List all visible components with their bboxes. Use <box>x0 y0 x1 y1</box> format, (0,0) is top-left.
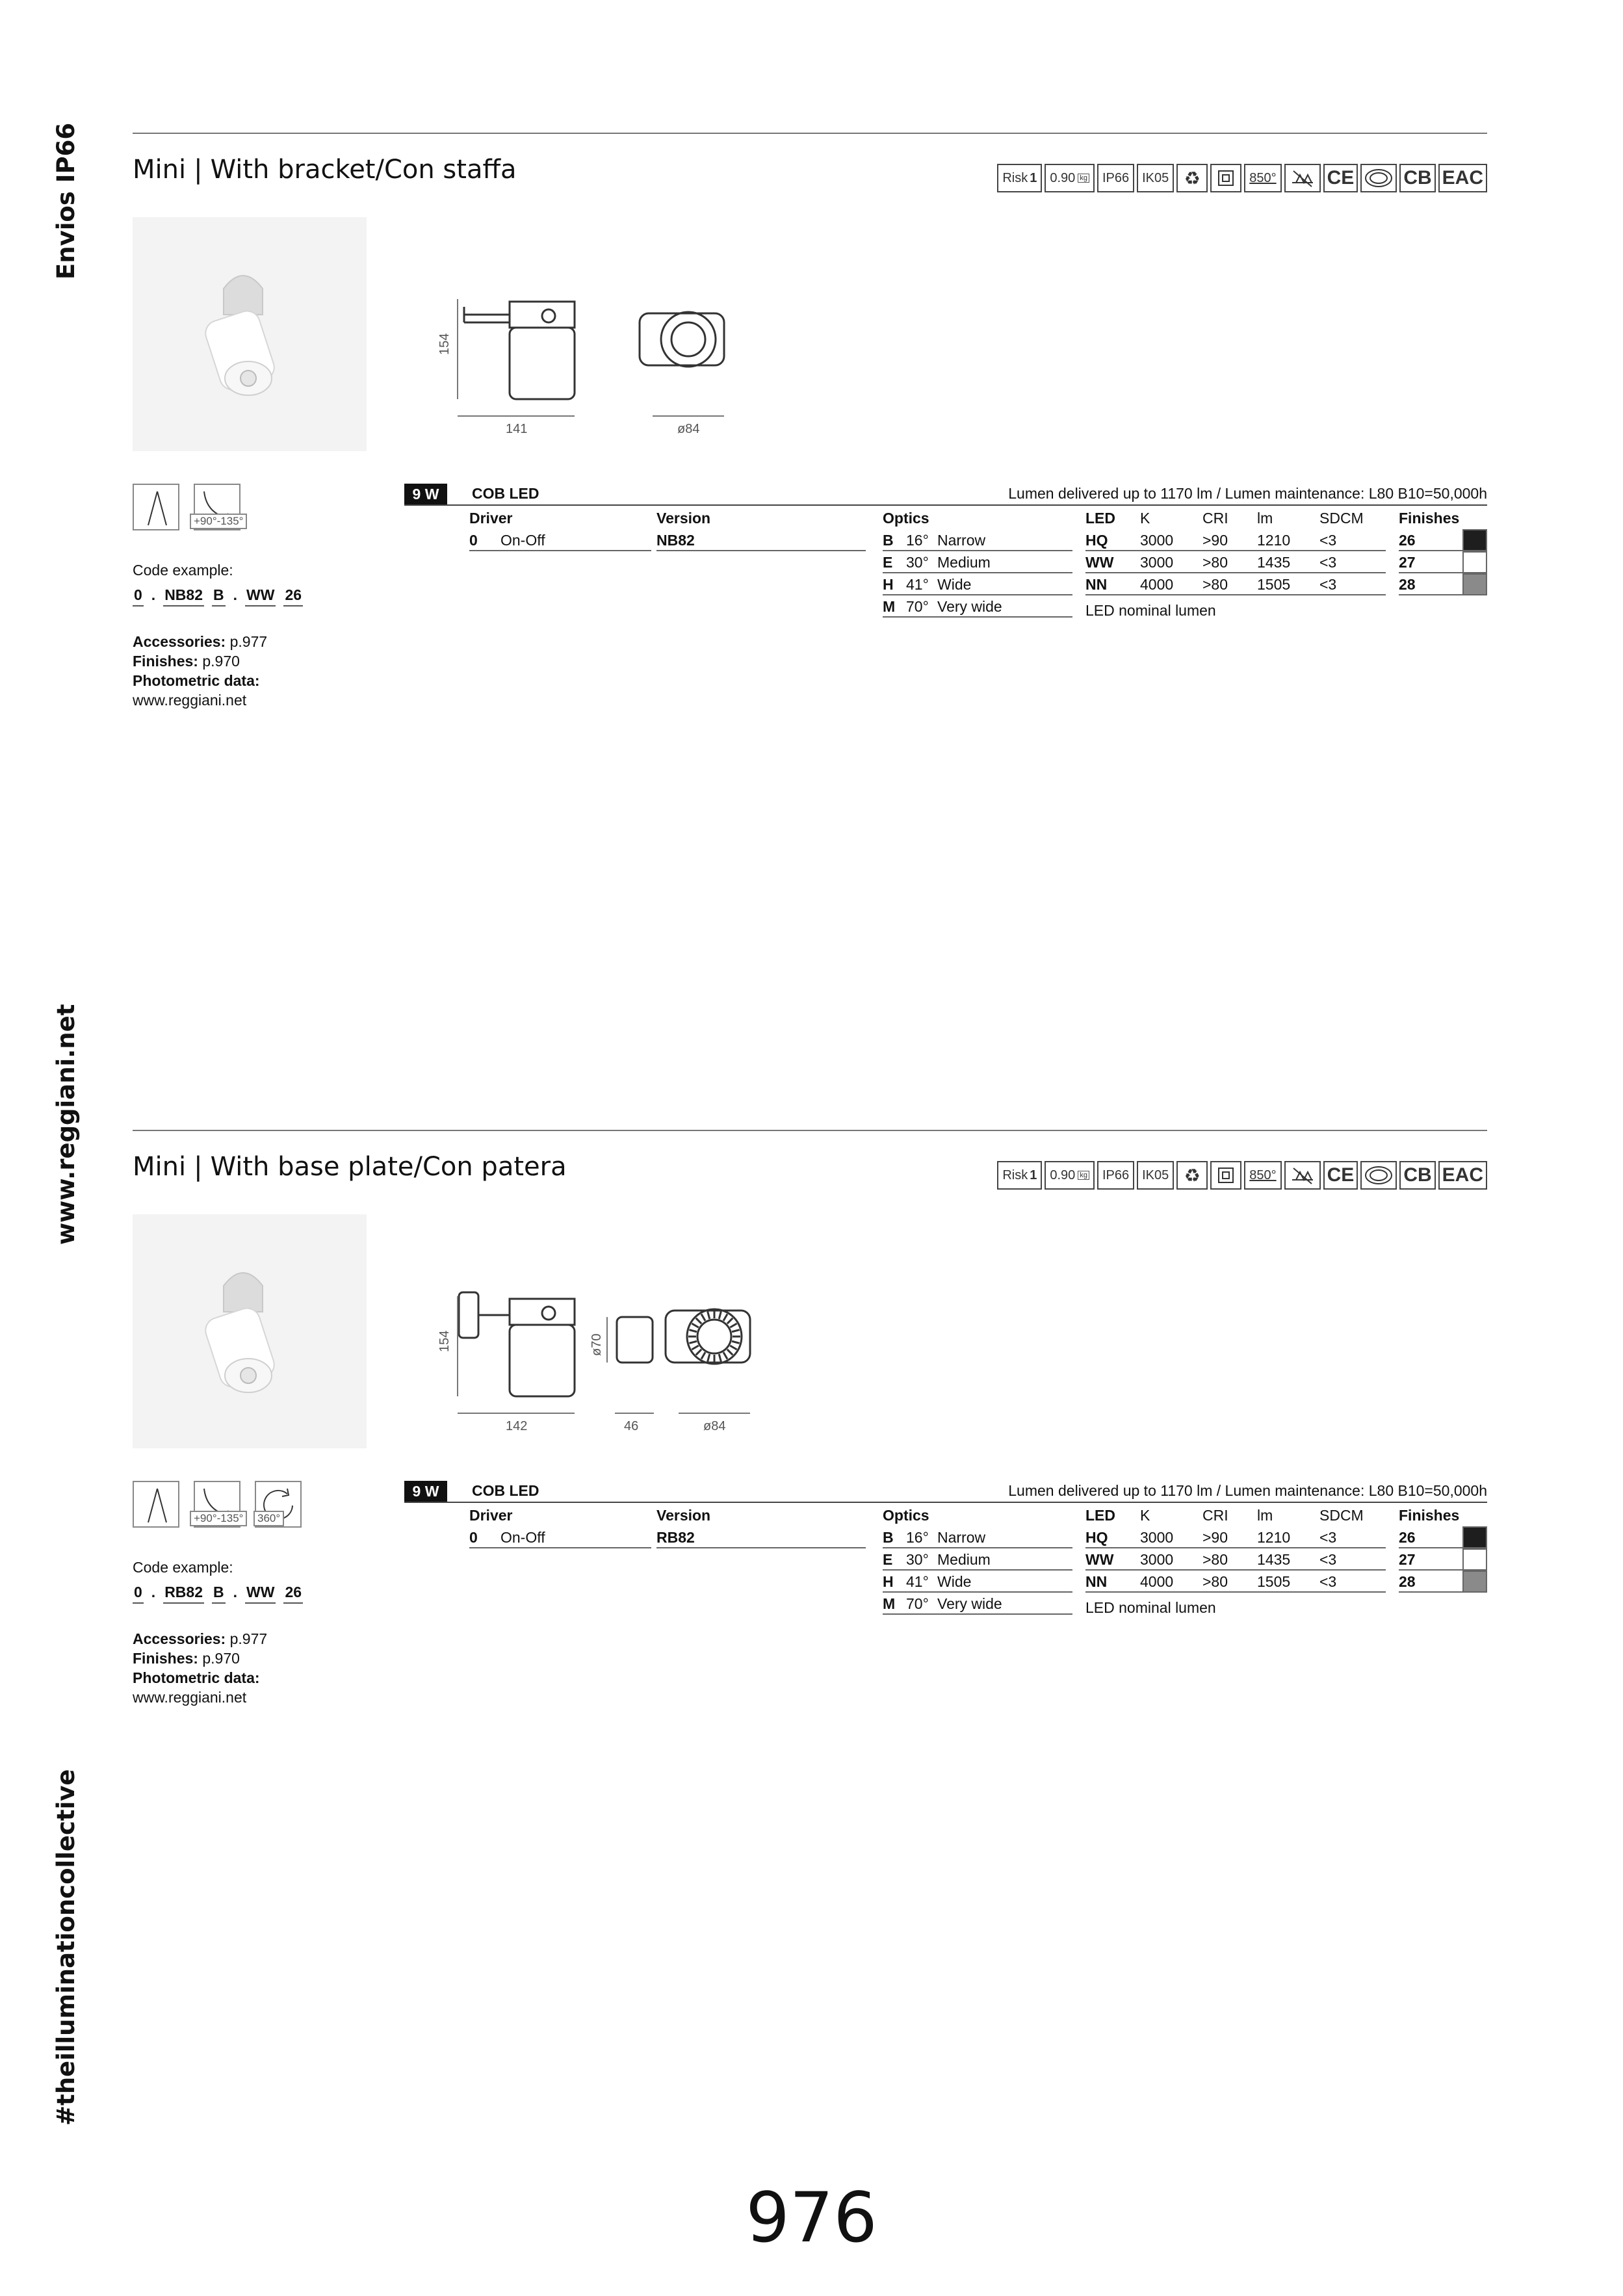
led-header-lm: lm <box>1257 510 1273 527</box>
led-row <box>1085 573 1386 595</box>
finishes-column <box>1399 507 1487 595</box>
height-dim-label: 154 <box>437 1330 452 1352</box>
heatsink-fin <box>732 1341 740 1343</box>
cb-mark: CB <box>1399 1161 1435 1190</box>
optic-code: E <box>883 554 893 571</box>
class2-icon <box>1210 1161 1241 1190</box>
led-header-lm: lm <box>1257 1507 1273 1524</box>
info-line <box>133 1649 267 1668</box>
driver-column <box>469 1504 651 1548</box>
front-view-frame <box>640 313 724 365</box>
no-insulation-icon <box>1284 1161 1321 1190</box>
led-k: 3000 <box>1140 532 1174 549</box>
side-diameter-label: ø70 <box>590 1333 604 1356</box>
version-header: Version <box>656 1507 711 1524</box>
heatsink-fin <box>723 1314 727 1320</box>
optic-angle: 30° <box>906 1551 929 1568</box>
product-photo <box>133 1214 367 1448</box>
led-cri: >80 <box>1202 1573 1228 1590</box>
code-segment: . <box>233 586 238 603</box>
lumen-note: Lumen delivered up to 1170 lm / Lumen maintenance: L80 B10=50,000h <box>1008 485 1487 502</box>
product-photo-silhouette <box>133 1214 367 1448</box>
section-divider <box>133 1130 1487 1131</box>
tilt-icon <box>194 484 244 530</box>
code-segment: . <box>151 1584 156 1600</box>
led-lm: 1435 <box>1257 1551 1291 1568</box>
optics-row <box>883 1526 1072 1548</box>
led-k: 3000 <box>1140 554 1174 571</box>
version-row: NB82 <box>656 529 866 551</box>
optics-column <box>883 507 1072 618</box>
optics-header: Optics <box>883 510 929 527</box>
code-segment: B <box>212 1584 226 1604</box>
info-value: www.reggiani.net <box>133 1689 247 1706</box>
finish-row <box>1399 1526 1487 1548</box>
weight-badge: 0.90 kg <box>1045 1161 1095 1190</box>
led-row <box>1085 1548 1386 1571</box>
optic-name: Very wide <box>937 598 1002 615</box>
led-cri: >80 <box>1202 1551 1228 1568</box>
led-sdcm: <3 <box>1319 554 1337 571</box>
heatsink-fin <box>708 1311 710 1319</box>
beam-angle-icon <box>133 484 179 530</box>
heatsink-fin <box>689 1330 697 1332</box>
version-column <box>656 1504 866 1548</box>
certification-badges <box>997 164 1487 192</box>
tilt-icon <box>194 1481 244 1528</box>
optic-code: H <box>883 1573 894 1590</box>
led-cri: >90 <box>1202 532 1228 549</box>
eac-mark: EAC <box>1438 164 1487 192</box>
code-segment: 26 <box>283 1584 303 1604</box>
risk-badge: Risk 1 <box>997 164 1042 192</box>
spec-header <box>404 484 1487 506</box>
led-header-sdcm: SDCM <box>1319 1507 1364 1524</box>
led-header-cri: CRI <box>1202 1507 1228 1524</box>
width-dim-label: 142 <box>506 1419 528 1433</box>
side-view-knob <box>542 309 555 322</box>
no-insulation-icon <box>1284 164 1321 192</box>
code-segment: . <box>151 586 156 603</box>
page-number: 976 <box>746 2178 877 2258</box>
light-source: COB LED <box>472 485 539 502</box>
optic-angle: 70° <box>906 1595 929 1612</box>
product-info <box>133 632 267 710</box>
sidebar-hashtag: #theilluminationcollective <box>52 1769 80 2126</box>
section-title <box>133 155 517 185</box>
led-cri: >80 <box>1202 554 1228 571</box>
side-view-baseplate <box>459 1292 478 1338</box>
led-row <box>1085 551 1386 573</box>
finish-swatch <box>1462 1571 1487 1593</box>
width-dim-label: 141 <box>506 422 528 436</box>
finish-swatch <box>1462 573 1487 595</box>
front-view-lens <box>697 1320 731 1353</box>
code-segment: WW <box>245 1584 276 1604</box>
heatsink-fin <box>708 1354 710 1362</box>
led-row <box>1085 1526 1386 1548</box>
led-header-sdcm: SDCM <box>1319 510 1364 527</box>
info-line <box>133 651 267 671</box>
optics-row <box>883 595 1072 618</box>
code-example <box>133 1584 303 1604</box>
title-separator: | <box>194 1152 203 1182</box>
recycle-icon: ♻ <box>1176 164 1208 192</box>
side-view-body <box>510 328 575 399</box>
technical-drawing <box>437 1279 906 1448</box>
code-example-label: Code example: <box>133 1559 233 1576</box>
recycle-icon: ♻ <box>1176 1161 1208 1190</box>
tilt-caption: +90°-135° <box>190 514 247 529</box>
heatsink-fin <box>727 1350 733 1355</box>
title-variant: With base plate/Con patera <box>210 1152 567 1182</box>
led-column <box>1085 507 1386 595</box>
optic-name: Wide <box>937 1573 972 1590</box>
ce-mark: CE <box>1323 1161 1358 1190</box>
code-segment: 0 <box>133 586 144 607</box>
optic-angle: 70° <box>906 598 929 615</box>
led-header-led: LED <box>1085 510 1115 527</box>
driver-row: 0 On-Off <box>469 529 651 551</box>
led-k: 3000 <box>1140 1529 1174 1546</box>
led-code: HQ <box>1085 1529 1108 1546</box>
tilt-caption: +90°-135° <box>190 1511 247 1526</box>
wattage-badge: 9 W <box>404 1481 447 1502</box>
led-note: LED nominal lumen <box>1085 1599 1216 1616</box>
code-example-label: Code example: <box>133 562 233 579</box>
product-section-1 <box>133 133 1487 783</box>
spec-header <box>404 1481 1487 1503</box>
info-key: Finishes: <box>133 653 198 670</box>
diameter-dim-label: ø84 <box>703 1419 726 1433</box>
sidebar-envios-ip66: Envios IP66 <box>52 122 80 280</box>
front-view-ring <box>661 312 716 367</box>
finishes-column <box>1399 1504 1487 1593</box>
ce-mark: CE <box>1323 164 1358 192</box>
optics-row <box>883 529 1072 551</box>
optic-code: M <box>883 1595 896 1612</box>
technical-drawing <box>437 282 906 451</box>
heatsink-fin <box>719 1354 721 1362</box>
code-segment: 26 <box>283 586 303 607</box>
optic-code: M <box>883 598 896 615</box>
finish-swatch <box>1462 1526 1487 1548</box>
weight-badge: 0.90 kg <box>1045 164 1095 192</box>
led-sdcm: <3 <box>1319 1529 1337 1546</box>
driver-header: Driver <box>469 1507 513 1524</box>
led-sdcm: <3 <box>1319 576 1337 593</box>
code-segment: 0 <box>133 1584 144 1604</box>
info-value: p.977 <box>226 1630 268 1647</box>
finish-swatch <box>1462 1548 1487 1571</box>
code-segment: NB82 <box>163 586 204 607</box>
version-header: Version <box>656 510 711 527</box>
optic-angle: 16° <box>906 532 929 549</box>
product-section-2 <box>133 1130 1487 1780</box>
section-title <box>133 1152 567 1182</box>
finishes-header: Finishes <box>1399 510 1460 527</box>
ccc-icon <box>1360 1161 1397 1190</box>
led-sdcm: <3 <box>1319 1551 1337 1568</box>
driver-header: Driver <box>469 510 513 527</box>
info-value: p.970 <box>198 1650 240 1667</box>
risk-badge: Risk 1 <box>997 1161 1042 1190</box>
led-note: LED nominal lumen <box>1085 602 1216 619</box>
finish-row <box>1399 529 1487 551</box>
led-column <box>1085 1504 1386 1593</box>
product-info <box>133 1629 267 1707</box>
cb-mark: CB <box>1399 164 1435 192</box>
optic-name: Wide <box>937 576 972 593</box>
finish-row <box>1399 1548 1487 1571</box>
led-sdcm: <3 <box>1319 1573 1337 1590</box>
glow-wire-badge: 850° <box>1244 1161 1281 1190</box>
rotation-caption: 360° <box>253 1511 284 1526</box>
led-code: NN <box>1085 1573 1108 1590</box>
led-lm: 1210 <box>1257 1529 1291 1546</box>
heatsink-fin <box>723 1352 727 1359</box>
optic-code: B <box>883 1529 894 1546</box>
height-dim-label: 154 <box>437 333 452 355</box>
light-source: COB LED <box>472 1482 539 1499</box>
lumen-note: Lumen delivered up to 1170 lm / Lumen maintenance: L80 B10=50,000h <box>1008 1482 1487 1499</box>
certification-badges <box>997 1161 1487 1190</box>
code-segment: . <box>233 1584 238 1600</box>
heatsink-fin <box>719 1311 721 1319</box>
sidebar-website: www.reggiani.net <box>52 1004 80 1245</box>
led-cri: >90 <box>1202 1529 1228 1546</box>
version-column <box>656 507 866 551</box>
title-variant: With bracket/Con staffa <box>210 155 517 185</box>
section-divider <box>133 133 1487 134</box>
side-view-bracket <box>464 307 510 322</box>
info-value: www.reggiani.net <box>133 692 247 709</box>
info-key: Finishes: <box>133 1650 198 1667</box>
optic-name: Narrow <box>937 1529 986 1546</box>
finish-row <box>1399 551 1487 573</box>
rotation-icon <box>255 1481 302 1528</box>
finish-code: 27 <box>1399 554 1416 571</box>
depth-dim-label: 46 <box>624 1419 639 1433</box>
finish-code: 27 <box>1399 1551 1416 1568</box>
version-row: RB82 <box>656 1526 866 1548</box>
finish-row <box>1399 1571 1487 1593</box>
optic-code: E <box>883 1551 893 1568</box>
technical-drawing-svg <box>437 282 906 451</box>
class2-icon <box>1210 164 1241 192</box>
info-line <box>133 690 267 710</box>
optics-row <box>883 1593 1072 1615</box>
optic-angle: 41° <box>906 576 929 593</box>
code-segment: WW <box>245 586 276 607</box>
led-code: WW <box>1085 1551 1114 1568</box>
led-sdcm: <3 <box>1319 532 1337 549</box>
optic-angle: 41° <box>906 1573 929 1590</box>
ik-badge: IK05 <box>1137 1161 1174 1190</box>
optics-header: Optics <box>883 1507 929 1524</box>
side-view-knob <box>542 1307 555 1320</box>
heatsink-fin <box>696 1318 701 1324</box>
led-lm: 1210 <box>1257 532 1291 549</box>
code-segment: B <box>212 586 226 607</box>
heatsink-fin <box>730 1324 736 1327</box>
led-header-row <box>1085 1504 1386 1526</box>
driver-row: 0 On-Off <box>469 1526 651 1548</box>
optics-column <box>883 1504 1072 1615</box>
led-code: HQ <box>1085 532 1108 549</box>
info-key: Accessories: <box>133 1630 226 1647</box>
info-key: Accessories: <box>133 633 226 650</box>
led-lm: 1505 <box>1257 1573 1291 1590</box>
optic-angle: 30° <box>906 554 929 571</box>
heatsink-fin <box>701 1314 705 1320</box>
optic-name: Medium <box>937 554 991 571</box>
diameter-dim-label: ø84 <box>677 422 700 436</box>
title-family: Mini <box>133 155 187 185</box>
info-value: p.970 <box>198 653 240 670</box>
optic-name: Narrow <box>937 532 986 549</box>
optics-row <box>883 1548 1072 1571</box>
finish-swatch <box>1462 529 1487 551</box>
feature-icons <box>133 1481 302 1528</box>
heatsink-fin <box>692 1346 698 1350</box>
finish-code: 28 <box>1399 576 1416 593</box>
led-cri: >80 <box>1202 576 1228 593</box>
led-code: NN <box>1085 576 1108 593</box>
product-photo <box>133 217 367 451</box>
led-header-row <box>1085 507 1386 529</box>
info-line <box>133 1688 267 1707</box>
info-line <box>133 1668 267 1688</box>
finish-row <box>1399 573 1487 595</box>
finish-code: 26 <box>1399 532 1416 549</box>
code-example <box>133 586 303 607</box>
wattage-badge: 9 W <box>404 484 447 504</box>
product-photo-silhouette <box>133 217 367 451</box>
feature-icons <box>133 484 244 530</box>
info-value: p.977 <box>226 633 268 650</box>
info-line <box>133 632 267 651</box>
beam-angle-icon <box>133 1481 179 1528</box>
led-k: 4000 <box>1140 1573 1174 1590</box>
led-header-cri: CRI <box>1202 510 1228 527</box>
side-view-body <box>510 1325 575 1396</box>
front-view-baseplate <box>617 1317 653 1363</box>
heatsink-fin <box>689 1341 697 1343</box>
optics-row <box>883 551 1072 573</box>
ik-badge: IK05 <box>1137 164 1174 192</box>
code-segment: RB82 <box>163 1584 204 1604</box>
finish-code: 26 <box>1399 1529 1416 1546</box>
ip-badge: IP66 <box>1097 1161 1134 1190</box>
led-header-led: LED <box>1085 1507 1115 1524</box>
led-code: WW <box>1085 554 1114 571</box>
optic-name: Medium <box>937 1551 991 1568</box>
led-header-k: K <box>1140 1507 1150 1524</box>
optics-row <box>883 573 1072 595</box>
heatsink-fin <box>692 1324 698 1327</box>
optic-angle: 16° <box>906 1529 929 1546</box>
finish-code: 28 <box>1399 1573 1416 1590</box>
technical-drawing-svg <box>437 1279 906 1448</box>
info-key: Photometric data: <box>133 1669 260 1686</box>
led-header-k: K <box>1140 510 1150 527</box>
title-separator: | <box>194 155 203 185</box>
heatsink-fin <box>727 1318 733 1324</box>
heatsink-fin <box>701 1352 705 1359</box>
finish-swatch <box>1462 551 1487 573</box>
glow-wire-badge: 850° <box>1244 164 1281 192</box>
title-family: Mini <box>133 1152 187 1182</box>
optic-code: B <box>883 532 894 549</box>
led-lm: 1435 <box>1257 554 1291 571</box>
optic-code: H <box>883 576 894 593</box>
info-line <box>133 1629 267 1649</box>
heatsink-fin <box>732 1330 740 1332</box>
finishes-header: Finishes <box>1399 1507 1460 1524</box>
optic-name: Very wide <box>937 1595 1002 1612</box>
info-line <box>133 671 267 690</box>
led-k: 3000 <box>1140 1551 1174 1568</box>
ip-badge: IP66 <box>1097 164 1134 192</box>
eac-mark: EAC <box>1438 1161 1487 1190</box>
info-key: Photometric data: <box>133 672 260 689</box>
ccc-icon <box>1360 164 1397 192</box>
led-k: 4000 <box>1140 576 1174 593</box>
led-lm: 1505 <box>1257 576 1291 593</box>
optics-row <box>883 1571 1072 1593</box>
led-row <box>1085 1571 1386 1593</box>
front-view-lens <box>671 322 705 356</box>
driver-column <box>469 507 651 551</box>
heatsink-fin <box>730 1346 736 1350</box>
led-row <box>1085 529 1386 551</box>
heatsink-fin <box>696 1350 701 1355</box>
